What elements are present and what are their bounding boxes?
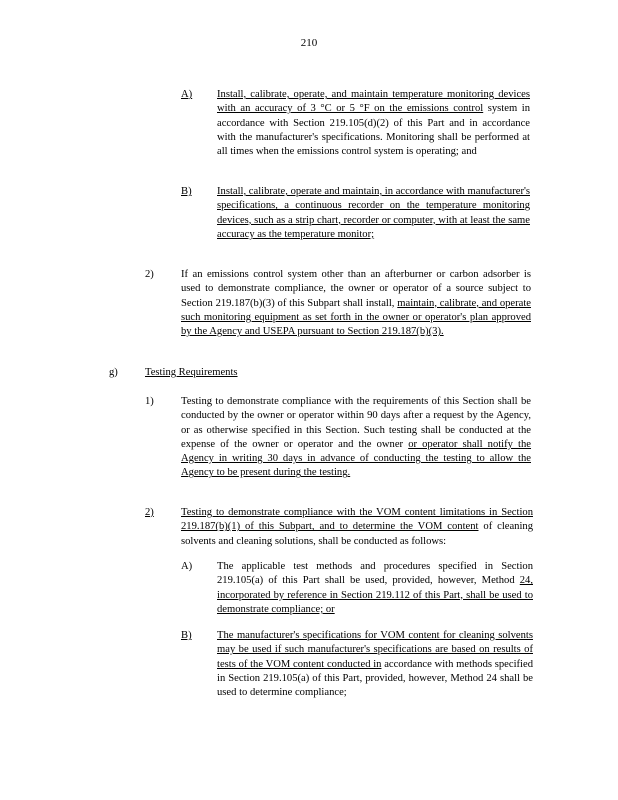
- item-b-underlined-text: Install, calibrate, operate and maintain, in accordance with manufacturer's specifications, a continuous recorder on the temperature monitoring devices, such as a strip chart, recorder or computer, with at least the same accuracy as the temperature monitor;: [217, 186, 530, 240]
- item-a-paragraph: [217, 88, 530, 159]
- item-g1-paragraph: [181, 395, 531, 481]
- item-g2a-underlined-text: 24, incorporated by reference in Section 219.112 of this Part, shall be used to demonstrate compliance; or: [217, 575, 533, 615]
- page-number: 210: [300, 37, 318, 49]
- item-g2b-plain-text: accordance with methods specified in Section 219.105(a) of this Part, provided, however, Method 24 shall be used to determine compliance;: [217, 658, 533, 699]
- item-g2b-label: B): [181, 630, 192, 641]
- item-g1-plain-text: Testing to demonstrate compliance with the requirements of this Section shall be conducted by the owner or operator within 90 days after a request by the Agency, or as otherwise specified in this Section. Such testing shall be conducted at the expense of the owner or operator and the owner: [181, 396, 531, 450]
- item-g2b-paragraph: [217, 629, 533, 700]
- item-2-underlined-text: maintain, calibrate, and operate such monitoring equipment as set forth in the owner or operator's plan approved by the Agency and USEPA pursuant to Section 219.187(b)(3).: [181, 297, 531, 338]
- item-2-plain-text: If an emissions control system other than an afterburner or carbon adsorber is used to demonstrate compliance, the owner or operator of a source subject to Section 219.187(b)(3) of this Subpart shall install,: [181, 269, 531, 309]
- item-g2-paragraph: [181, 506, 533, 549]
- item-a-underlined-text: Install, calibrate, operate, and maintain temperature monitoring devices with an accuracy of 3 °C or 5 °F on the emissions control: [217, 89, 530, 115]
- item-b-paragraph: [217, 185, 530, 242]
- item-g2-underlined-text: Testing to demonstrate compliance with the VOM content limitations in Section 219.187(b)(1) of this Subpart, and to determine the VOM content: [181, 507, 533, 533]
- item-g1-underlined-text: or operator shall notify the Agency in writing 30 days in advance of conducting the testing to allow the Agency to be present during the testing.: [181, 438, 532, 479]
- item-g2a-plain-text: The applicable test methods and procedures specified in Section 219.105(a) of this Part shall be used, provided, however, Method: [217, 561, 533, 587]
- item-b-label: B): [181, 186, 192, 197]
- item-2-label: 2): [145, 269, 154, 280]
- item-2-paragraph: [181, 268, 531, 339]
- item-g2b-underlined-text: The manufacturer's specifications for VOM content for cleaning solvents may be used if such manufacturer's specifications are based on results of tests of the VOM content conducted in: [217, 630, 533, 670]
- item-a-plain-text: system in accordance with Section 219.105(d)(2) of this Part and in accordance with the manufacturer's specifications. Monitoring shall be performed at all times when the emissions control system is operating; and: [217, 103, 530, 158]
- item-g2-label: 2): [145, 507, 154, 518]
- item-g2a-label: A): [181, 561, 193, 572]
- item-g2a-paragraph: [217, 560, 533, 617]
- section-g-label: g): [109, 367, 118, 378]
- item-g1-label: 1): [145, 396, 154, 407]
- item-g2-plain-text: of cleaning solvents and cleaning solutions, shall be conducted as follows:: [181, 521, 534, 547]
- section-g-heading: Testing Requirements: [145, 367, 238, 378]
- item-a-label: A): [181, 89, 193, 100]
